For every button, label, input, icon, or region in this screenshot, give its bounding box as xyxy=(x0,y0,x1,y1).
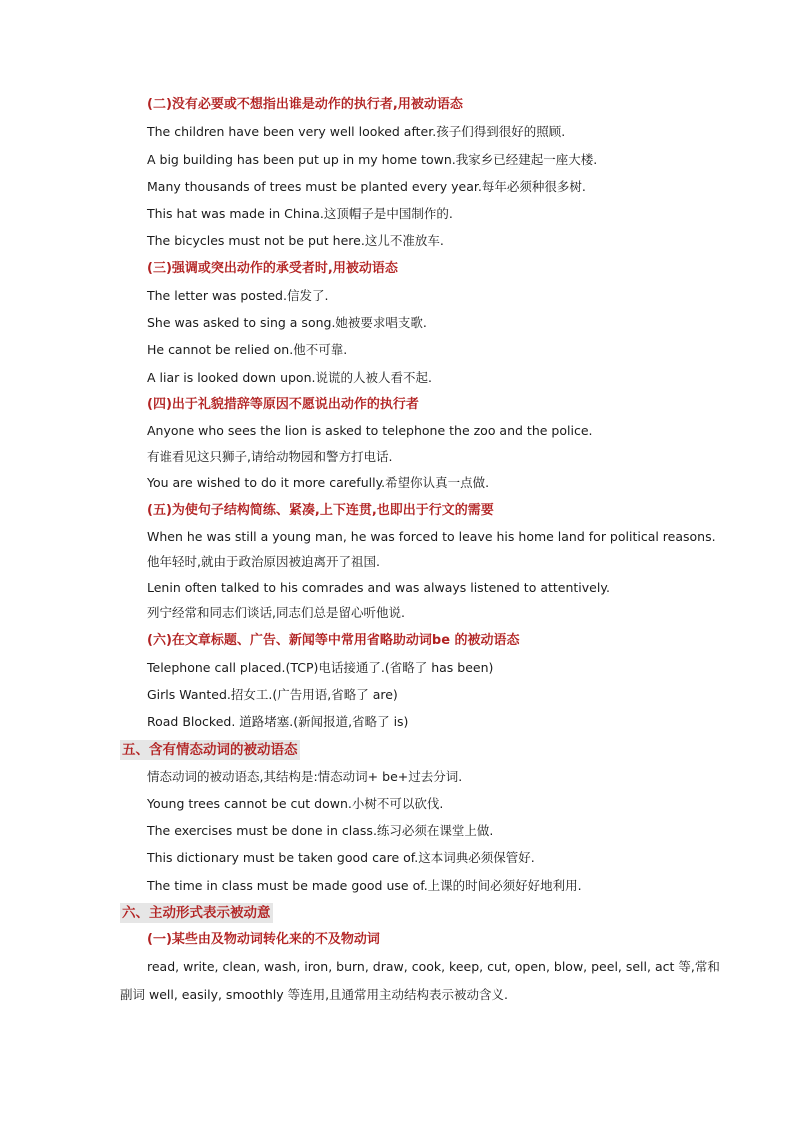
heading-6: (六)在文章标题、广告、新闻等中常用省略助动词be 的被动语态 xyxy=(147,633,520,648)
heading-4: (四)出于礼貌措辞等原因不愿说出动作的执行者 xyxy=(147,397,419,412)
example-line: The letter was posted.信发了. xyxy=(147,288,329,303)
example-line: Young trees cannot be cut down.小树不可以砍伐. xyxy=(147,796,444,811)
example-line: Telephone call placed.(TCP)电话接通了.(省略了 has been) xyxy=(147,660,494,675)
example-line: The children have been very well looked after.孩子们得到很好的照顾. xyxy=(147,124,566,139)
example-line: This hat was made in China.这顶帽子是中国制作的. xyxy=(147,206,453,221)
example-line: The time in class must be made good use of.上课的时间必须好好地利用. xyxy=(147,878,582,893)
heading-2: (二)没有必要或不想指出谁是动作的执行者,用被动语态 xyxy=(147,97,463,112)
example-line: When he was still a young man, he was forced to leave his home land for political reasons. xyxy=(147,529,716,544)
example-line: This dictionary must be taken good care of.这本词典必须保管好. xyxy=(147,850,535,865)
example-line: He cannot be relied on.他不可靠. xyxy=(147,342,348,357)
heading-5: (五)为使句子结构简练、紧凑,上下连贯,也即出于行文的需要 xyxy=(147,503,494,518)
heading-3: (三)强调或突出动作的承受者时,用被动语态 xyxy=(147,261,398,276)
subheading-1: (一)某些由及物动词转化来的不及物动词 xyxy=(147,932,380,947)
example-line: You are wished to do it more carefully.希望你认真一点做. xyxy=(147,475,490,490)
example-line: 列宁经常和同志们谈话,同志们总是留心听他说. xyxy=(147,605,405,620)
example-line: She was asked to sing a song.她被要求唱支歌. xyxy=(147,315,427,330)
example-line: Road Blocked. 道路堵塞.(新闻报道,省略了 is) xyxy=(147,714,409,729)
example-line: A big building has been put up in my home town.我家乡已经建起一座大楼. xyxy=(147,152,598,167)
example-line: The exercises must be done in class.练习必须在课堂上做. xyxy=(147,823,494,838)
example-line: Anyone who sees the lion is asked to telephone the zoo and the police. xyxy=(147,423,593,438)
example-line: 有谁看见这只狮子,请给动物园和警方打电话. xyxy=(147,449,393,464)
example-line: 他年轻时,就由于政治原因被迫离开了祖国. xyxy=(147,554,380,569)
example-line: Lenin often talked to his comrades and was always listened to attentively. xyxy=(147,580,610,595)
example-line: A liar is looked down upon.说谎的人被人看不起. xyxy=(147,370,432,385)
section-6-heading: 六、主动形式表示被动意 xyxy=(122,905,271,921)
section-5-heading: 五、含有情态动词的被动语态 xyxy=(122,742,298,758)
paragraph-line: 副词 well, easily, smoothly 等连用,且通常用主动结构表示被动含义. xyxy=(120,987,509,1002)
example-line: Girls Wanted.招女工.(广告用语,省略了 are) xyxy=(147,687,398,702)
example-line: Many thousands of trees must be planted every year.每年必须种很多树. xyxy=(147,179,586,194)
body-line: 情态动词的被动语态,其结构是:情态动词+ be+过去分词. xyxy=(147,769,463,784)
example-line: The bicycles must not be put here.这儿不准放车. xyxy=(147,233,444,248)
paragraph-line: read, write, clean, wash, iron, burn, draw, cook, keep, cut, open, blow, peel, sell, act 等,常和 xyxy=(147,959,720,974)
